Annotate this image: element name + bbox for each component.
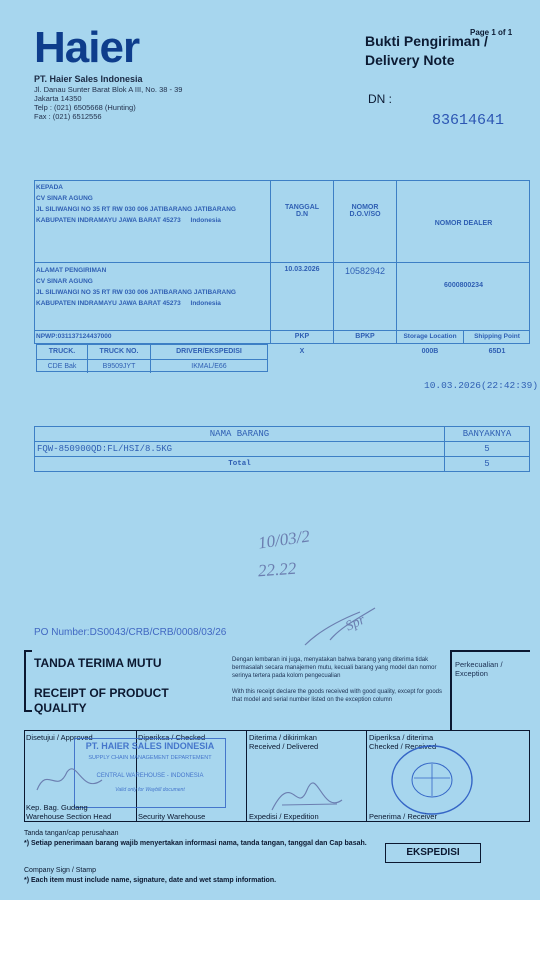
po-number: PO Number:DS0043/CRB/CRB/0008/03/26 <box>34 627 227 638</box>
divider <box>366 730 367 822</box>
receipt-title-id: TANDA TERIMA MUTU <box>34 656 162 670</box>
shipping-dealer-no: 6000800234 <box>444 282 483 289</box>
tanggal-sub: D.N <box>295 211 309 218</box>
page-info: Page 1 of 1 <box>470 28 513 37</box>
sign-stamp-en: Company Sign / Stamp <box>24 867 96 874</box>
consignee-region-row <box>36 215 268 226</box>
storage-label: Storage Location <box>403 333 457 340</box>
shipping-point-value: 65D1 <box>488 348 506 355</box>
sign-stamp-id: Tanda tangan/cap perusahaan <box>24 830 119 837</box>
exception-label: Perkecualian / Exception <box>455 660 503 678</box>
truck-no-header: TRUCK NO. <box>88 345 151 359</box>
delivered-label: Diterima / dikirimkan Received / Delivered <box>249 733 319 751</box>
company-telp: Telp : (021) 6505668 (Hunting) <box>34 103 136 112</box>
total-qty: 5 <box>484 459 490 469</box>
bracket-top <box>24 650 32 652</box>
shipping-point-label: Shipping Point <box>474 333 520 340</box>
items-table <box>34 426 530 472</box>
check-received-label: Diperiksa / diterima Checked / Received <box>369 733 437 751</box>
consignee-name: CV SINAR AGUNG <box>36 195 93 202</box>
shipping-address: JL SILIWANGI NO 35 RT RW 030 006 JATIBARANG JATIBARANG <box>36 289 236 296</box>
pkp-value: X <box>299 348 305 355</box>
total-label: Total <box>35 457 445 471</box>
consignee-region: KABUPATEN INDRAMAYU JAWA BARAT 45273 <box>36 217 181 224</box>
receiver-round-stamp <box>382 740 482 820</box>
stamp-line-3: CENTRAL WAREHOUSE - INDONESIA <box>96 773 204 779</box>
tanggal-header <box>271 204 333 218</box>
receipt-bracket <box>24 650 26 712</box>
npwp: NPWP:031137124437000 <box>36 333 112 340</box>
signature-scribble <box>300 600 380 650</box>
tanggal-label: TANGGAL <box>284 204 320 211</box>
truck-no-value: B9509JYT <box>88 360 151 373</box>
truck-value-row <box>37 360 267 373</box>
total-row <box>35 457 529 471</box>
exception-top <box>450 650 530 652</box>
company-name: PT. Haier Sales Indonesia <box>34 74 143 84</box>
storage-value: 000B <box>421 348 439 355</box>
shipping-label: ALAMAT PENGIRIMAN <box>36 267 107 274</box>
company-address: Jl. Danau Sunter Barat Blok A III, No. 38 - 39 <box>34 85 183 94</box>
pkp-label: PKP <box>294 333 310 340</box>
shipping-name: CV SINAR AGUNG <box>36 278 93 285</box>
dn-number: 83614641 <box>432 112 505 129</box>
item-name-header: NAMA BARANG <box>35 427 445 441</box>
handwritten-signature: Spr <box>343 612 368 635</box>
truck-header: TRUCK. <box>37 345 88 359</box>
receipt-text-id: Dengan lembaran ini juga, menyatakan bahwa barang yang diterima tidak bermasalah secara manajemen mutu, kecuali barang yang model dan nomor serinya tertera pada kolom pengecualian <box>232 657 437 679</box>
kepada-label: KEPADA <box>36 184 63 191</box>
document-title <box>365 32 540 70</box>
print-timestamp: 10.03.2026(22:42:39) <box>424 380 539 391</box>
expedition-label: Expedisi / Expedition <box>249 812 319 821</box>
shipping-order-no: 10582942 <box>344 266 386 276</box>
note-en: *) Each item must include name, signature, date and wet stamp information. <box>24 877 277 884</box>
company-city: Jakarta 14350 <box>34 94 82 103</box>
copy-label: EKSPEDISI <box>385 843 481 863</box>
title-line-2: Delivery Note <box>365 52 455 68</box>
handwritten-date: 10/03/2 <box>256 526 311 553</box>
dealer-header: NOMOR DEALER <box>434 220 493 227</box>
stamp-line-4: Valid only for Waybill document <box>115 787 185 793</box>
item-qty: 5 <box>484 444 490 454</box>
shipping-region-row <box>36 298 268 309</box>
items-header-row <box>35 427 529 442</box>
receipt-text-en: With this receipt declare the goods received with good quality, except for goods that model and serial number listed on the exception column <box>232 689 443 703</box>
bracket-bottom <box>24 710 32 712</box>
truck-header-row <box>37 345 267 360</box>
expedition-signature <box>262 760 352 820</box>
handwritten-time: 22.22 <box>257 558 297 581</box>
checked-label: Diperiksa / Checked <box>138 733 206 742</box>
shipping-country: Indonesia <box>190 300 221 307</box>
head-label-2: Warehouse Section Head <box>26 812 112 821</box>
stamp-line-2: SUPPLY CHAIN MANAGEMENT DEPARTEMENT <box>88 755 212 761</box>
consignee-address: JL SILIWANGI NO 35 RT RW 030 006 JATIBARANG JATIBARANG <box>36 206 236 213</box>
nomor-label: NOMOR <box>351 204 379 211</box>
table-row <box>35 442 529 457</box>
dn-label: DN : <box>368 92 392 106</box>
approved-signature <box>32 760 112 800</box>
driver-header: DRIVER/EKSPEDISI <box>176 348 242 355</box>
bpkp-label: BPKP <box>355 333 375 340</box>
item-name: FQW-850900QD:FL/HSI/8.5KG <box>35 442 445 456</box>
shipping-block <box>36 265 268 309</box>
title-line-1: Bukti Pengiriman / <box>365 33 488 49</box>
shipping-region: KABUPATEN INDRAMAYU JAWA BARAT 45273 <box>36 300 181 307</box>
driver-value: IKMAL/E66 <box>191 363 227 370</box>
company-fax: Fax : (021) 6512556 <box>34 112 102 121</box>
item-qty-header: BANYAKNYA <box>462 429 512 439</box>
stamp-line-1: PT. HAIER SALES INDONESIA <box>85 741 215 751</box>
haier-logo: Haier <box>34 23 140 72</box>
nomor-header <box>334 204 396 218</box>
truck-table <box>36 344 268 372</box>
approved-label: Disetujui / Approved <box>26 733 93 742</box>
truck-value: CDE Bak <box>37 360 88 373</box>
divider <box>34 262 530 263</box>
consignee-block <box>36 182 268 226</box>
divider <box>246 730 247 822</box>
receipt-title-en: RECEIPT OF PRODUCT QUALITY <box>34 686 169 715</box>
security-label: Security Warehouse <box>138 812 206 821</box>
nomor-sub: D.O.V/SO <box>349 211 381 218</box>
receiver-label: Penerima / Receiver <box>369 812 437 821</box>
head-label-1: Kep. Bag. Gudang <box>26 803 88 812</box>
consignee-country: Indonesia <box>190 217 221 224</box>
shipping-date: 10.03.2026 <box>284 266 320 273</box>
note-id: *) Setiap penerimaan barang wajib menyertakan informasi nama, tanda tangan, tanggal dan Cap basah. <box>24 840 367 847</box>
exception-divider <box>450 650 452 730</box>
